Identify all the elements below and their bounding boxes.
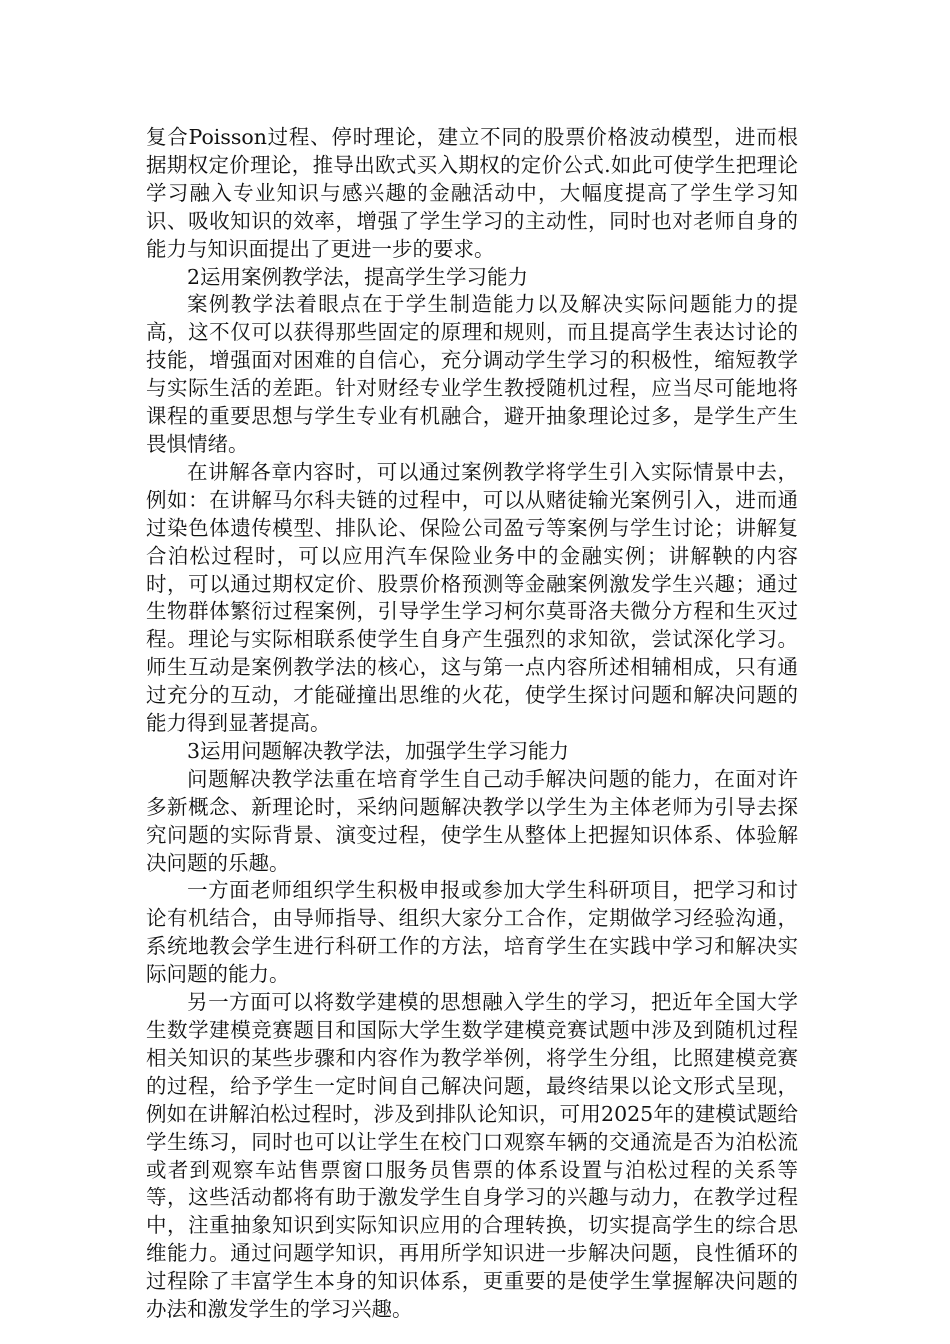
paragraph-continuation: 复合Poisson过程、停时理论，建立不同的股票价格波动模型，进而根据期权定价理论，推导出欧式买入期权的定价公式.如此可使学生把理论学习融入专业知识与感兴趣的金融活动中，大幅度提高了学生学习知识、吸收知识的效率，增强了学生学习的主动性，同时也对老师自身的能力与知识面提出了更进一步的要求。 — [146, 125, 798, 261]
paragraph: 案例教学法着眼点在于学生制造能力以及解决实际问题能力的提高，这不仅可以获得那些固定的原理和规则，而且提高学生表达讨论的技能，增强面对困难的自信心，充分调动学生学习的积极性，缩短教学与实际生活的差距。针对财经专业学生教授随机过程，应当尽可能地将课程的重要思想与学生专业有机融合，避开抽象理论过多，是学生产生畏惧情绪。 — [146, 292, 798, 456]
paragraph: 问题解决教学法重在培育学生自己动手解决问题的能力，在面对许多新概念、新理论时，采纳问题解决教学以学生为主体老师为引导去探究问题的实际背景、演变过程，使学生从整体上把握知识体系、体验解决问题的乐趣。 — [146, 766, 798, 875]
paragraph: 在讲解各章内容时，可以通过案例教学将学生引入实际情景中去，例如：在讲解马尔科夫链的过程中，可以从赌徒输光案例引入，进而通过染色体遗传模型、排队论、保险公司盈亏等案例与学生讨论；讲解复合泊松过程时，可以应用汽车保险业务中的金融实例；讲解鞅的内容时，可以通过期权定价、股票价格预测等金融案例激发学生兴趣；通过生物群体繁衍过程案例，引导学生学习柯尔莫哥洛夫微分方程和生灭过程。理论与实际相联系使学生自身产生强烈的求知欲，尝试深化学习。师生互动是案例教学法的核心，这与第一点内容所述相辅相成，只有通过充分的互动，才能碰撞出思维的火花，使学生探讨问题和解决问题的能力得到显著提高。 — [146, 459, 798, 736]
paragraph: 一方面老师组织学生积极申报或参加大学生科研项目，把学习和讨论有机结合，由导师指导、组织大家分工合作，定期做学习经验沟通，系统地教会学生进行科研工作的方法，培育学生在实践中学习和解决实际问题的能力。 — [146, 878, 798, 987]
section-heading-3: 3运用问题解决教学法，加强学生学习能力 — [187, 738, 570, 763]
document-body — [146, 124, 798, 1324]
paragraph: 另一方面可以将数学建模的思想融入学生的学习，把近年全国大学生数学建模竞赛题目和国际大学生数学建模竞赛试题中涉及到随机过程相关知识的某些步骤和内容作为教学举例，将学生分组，比照建模竞赛的过程，给予学生一定时间自己解决问题，最终结果以论文形式呈现，例如在讲解泊松过程时，涉及到排队论知识，可用2025年的建模试题给学生练习，同时也可以让学生在校门口观察车辆的交通流是否为泊松流或者到观察车站售票窗口服务员售票的体系设置与泊松过程的关系等等，这些活动都将有助于激发学生自身学习的兴趣与动力，在教学过程中，注重抽象知识到实际知识应用的合理转换，切实提高学生的综合思维能力。通过问题学知识，再用所学知识进一步解决问题，良性循环的过程除了丰富学生本身的知识体系，更重要的是使学生掌握解决问题的办法和激发学生的学习兴趣。 — [146, 990, 798, 1322]
section-heading-2: 2运用案例教学法，提高学生学习能力 — [187, 264, 529, 289]
